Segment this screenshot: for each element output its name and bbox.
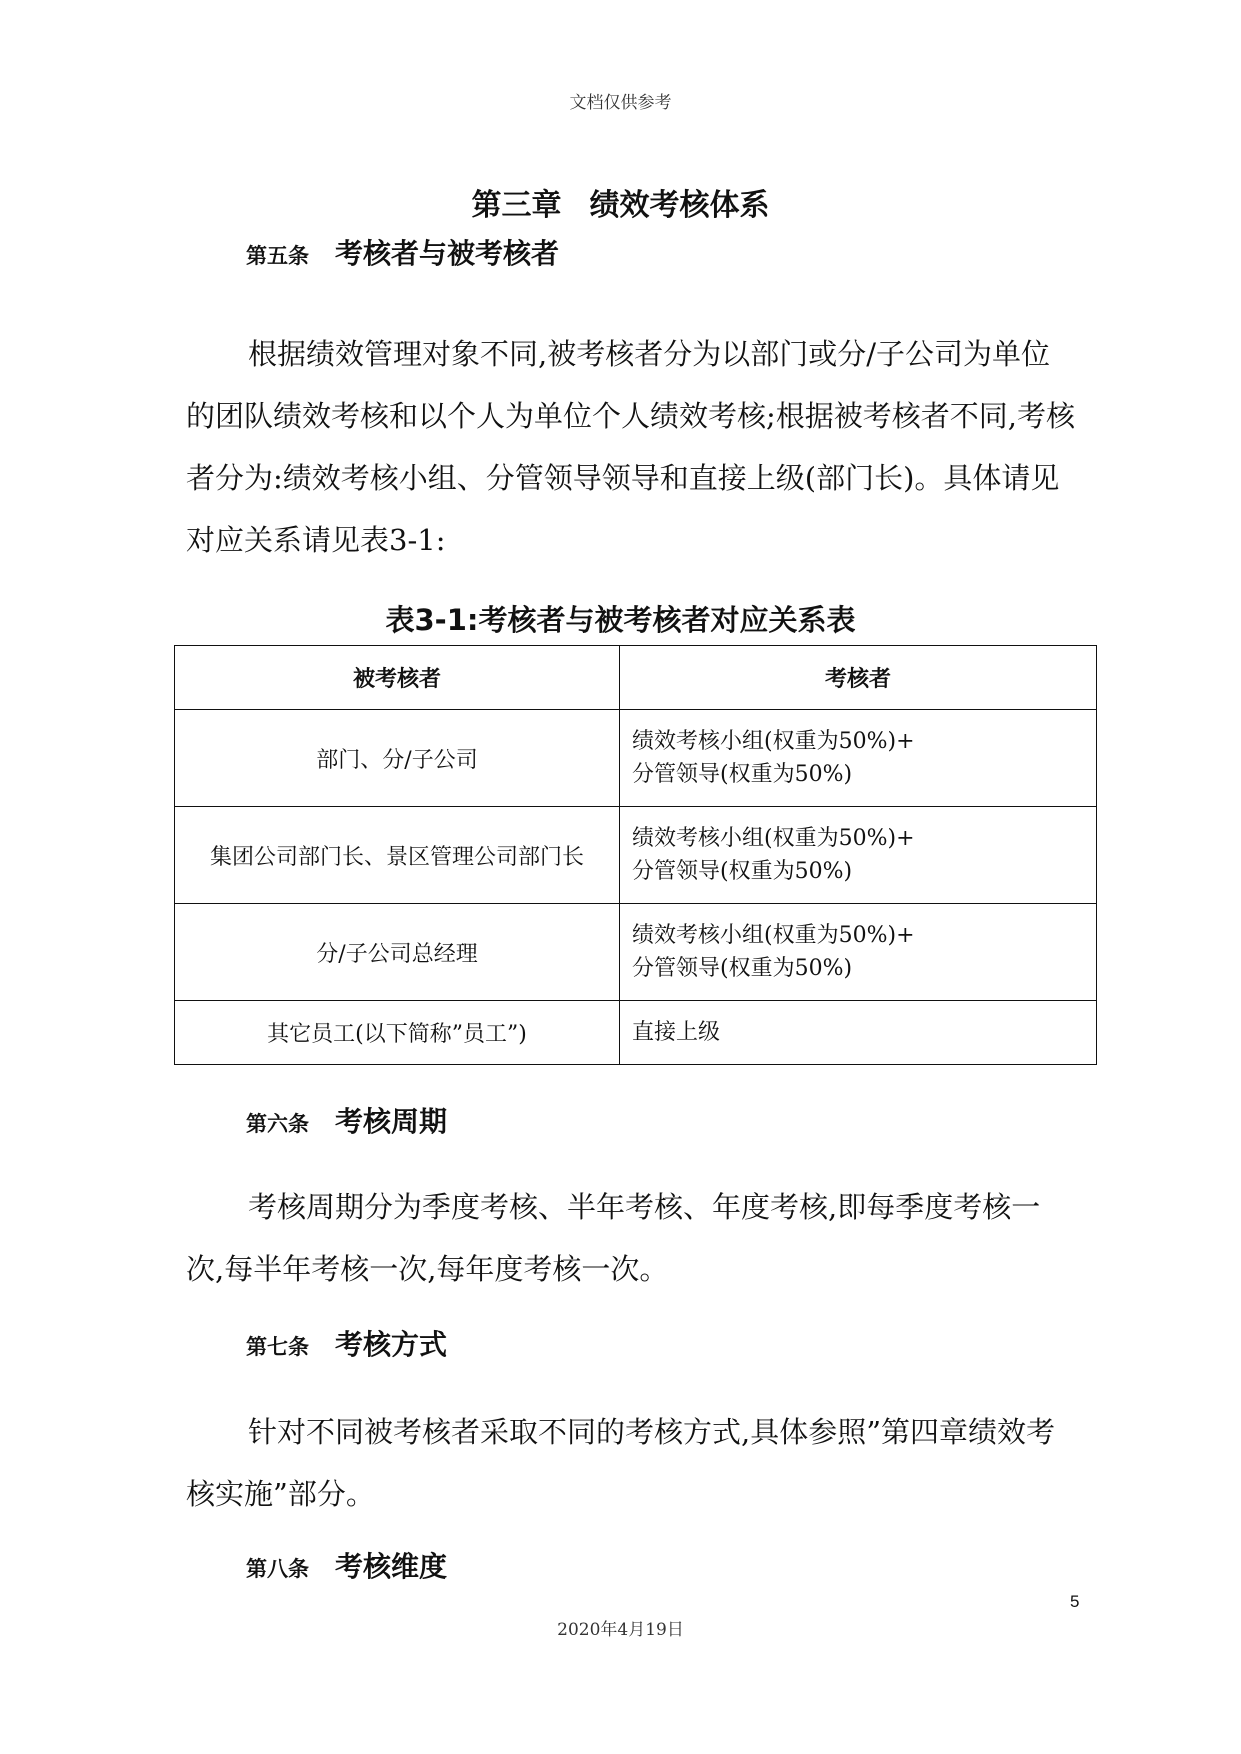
paragraph-method: 针对不同被考核者采取不同的考核方式,具体参照”第四章绩效考核实施”部分。 bbox=[186, 1415, 1056, 1511]
paragraph-cycle: 考核周期分为季度考核、半年考核、年度考核,即每季度考核一次,每半年考核一次,每年度考核一次。 bbox=[186, 1190, 1041, 1286]
article-number: 第五条 bbox=[246, 244, 309, 268]
column-header-assessee: 被考核者 bbox=[175, 646, 620, 710]
chapter-heading bbox=[0, 180, 1241, 224]
paragraph-assessee-assessor: 根据绩效管理对象不同,被考核者分为以部门或分/子公司为单位的团队绩效考核和以个人为单位个人绩效考核;根据被考核者不同,考核者分为:绩效考核小组、分管领导领导和直接上级(部门长)。具体请见对应关系请见表3-1: bbox=[186, 337, 1075, 557]
article-title: 考核维度 bbox=[335, 1550, 448, 1583]
article-heading-5 bbox=[246, 232, 559, 272]
assessee-cell: 分/子公司总经理 bbox=[175, 904, 620, 1001]
article-title: 考核方式 bbox=[335, 1328, 448, 1361]
article-title: 考核周期 bbox=[335, 1105, 448, 1138]
assessee-cell: 其它员工(以下简称”员工”) bbox=[175, 1001, 620, 1065]
article-heading-7 bbox=[246, 1323, 447, 1363]
assessor-cell: 直接上级 bbox=[620, 1001, 1097, 1065]
article-heading-8 bbox=[246, 1545, 447, 1585]
assessee-cell: 部门、分/子公司 bbox=[175, 710, 620, 807]
page-header: 文档仅供参考 bbox=[569, 93, 672, 113]
table-row bbox=[175, 1001, 1097, 1065]
assessment-relation-table bbox=[174, 645, 1097, 1065]
article-title: 考核者与被考核者 bbox=[335, 237, 560, 270]
assessee-cell: 集团公司部门长、景区管理公司部门长 bbox=[175, 807, 620, 904]
assessor-cell: 绩效考核小组(权重为50%)+ 分管领导(权重为50%) bbox=[620, 807, 1097, 904]
page-number: 5 bbox=[1070, 1592, 1080, 1611]
column-header-assessor: 考核者 bbox=[620, 646, 1097, 710]
chapter-number: 第三章 bbox=[471, 188, 562, 223]
table-caption: 表3-1:考核者与被考核者对应关系表 bbox=[385, 603, 856, 637]
footer-date: 2020年4月19日 bbox=[557, 1620, 684, 1640]
article-number: 第六条 bbox=[246, 1112, 309, 1136]
article-number: 第七条 bbox=[246, 1335, 309, 1359]
table-row bbox=[175, 904, 1097, 1001]
table-row bbox=[175, 807, 1097, 904]
article-number: 第八条 bbox=[246, 1557, 309, 1581]
table-header-row bbox=[175, 646, 1097, 710]
assessor-cell: 绩效考核小组(权重为50%)+ 分管领导(权重为50%) bbox=[620, 710, 1097, 807]
assessor-cell: 绩效考核小组(权重为50%)+ 分管领导(权重为50%) bbox=[620, 904, 1097, 1001]
chapter-title: 绩效考核体系 bbox=[589, 188, 770, 223]
table-row bbox=[175, 710, 1097, 807]
article-heading-6 bbox=[246, 1100, 447, 1140]
